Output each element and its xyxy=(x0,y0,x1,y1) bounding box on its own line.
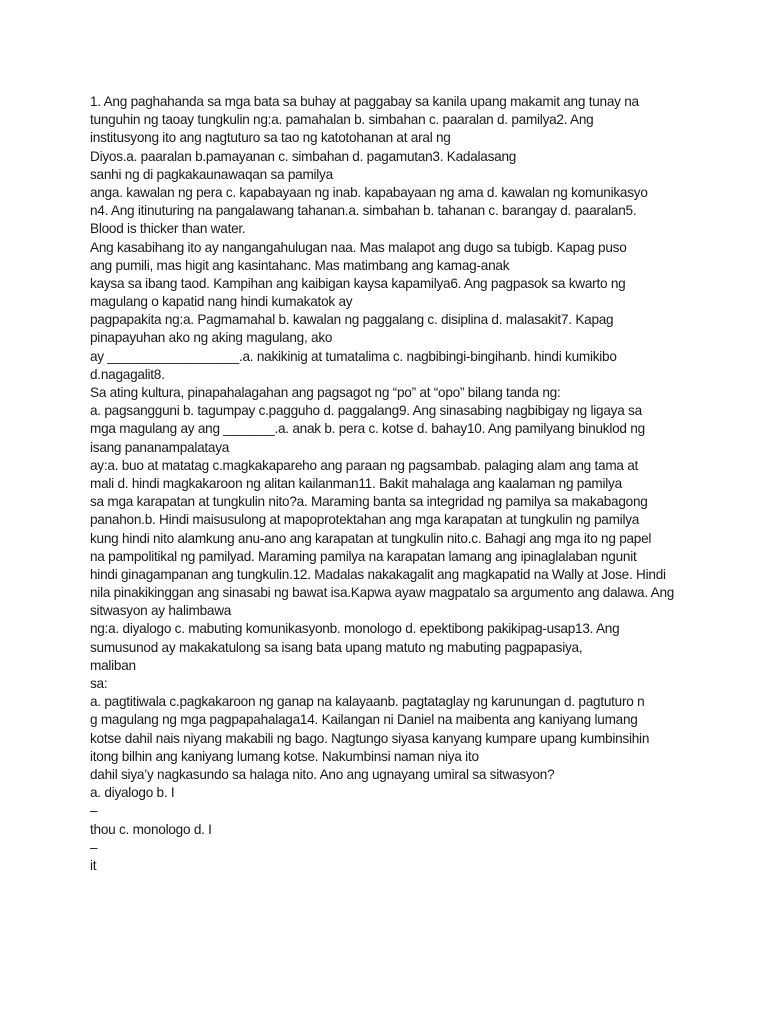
text-line: ang pumili, mas higit ang kasintahanc. Mas matimbang ang kamag-anak xyxy=(90,257,510,273)
text-line: pagpapakita ng:a. Pagmamahal b. kawalan ng paggalang c. disiplina d. malasakit7. Kapag xyxy=(90,312,614,328)
text-line: g magulang ng mga pagpapahalaga14. Kailangan ni Daniel na maibenta ang kaniyang lumang xyxy=(90,712,638,728)
text-line: kotse dahil nais niyang makabili ng bago. Nagtungo siyasa kanyang kumpare upang kumbinsihin xyxy=(90,730,650,746)
text-line: sumusunod ay makakatulong sa isang bata upang matuto ng mabuting pagpapasiya, xyxy=(90,639,583,655)
text-line: tunguhin ng taoay tungkulin ng:a. pamahalan b. simbahan c. paaralan d. pamilya2. Ang xyxy=(90,112,594,128)
text-line: pinapayuhan ako ng aking magulang, ako xyxy=(90,330,333,346)
text-line: a. pagsangguni b. tagumpay c.pagguho d. paggalang9. Ang sinasabing nagbibigay ng ligaya sa xyxy=(90,403,642,419)
text-line: sa mga karapatan at tungkulin nito?a. Maraming banta sa integridad ng pamilya sa makabagong xyxy=(90,494,648,510)
text-line: 1. Ang paghahanda sa mga bata sa buhay at paggabay sa kanila upang makamit ang tunay na xyxy=(90,94,639,109)
text-line: Diyos.a. paaralan b.pamayanan c. simbahan d. pagamutan3. Kadalasang xyxy=(90,148,517,164)
text-line: kaysa sa ibang taod. Kampihan ang kaibigan kaysa kapamilya6. Ang pagpasok sa kwarto ng xyxy=(90,275,626,291)
text-line: mali d. hindi magkakaroon ng alitan kailanman11. Bakit mahalaga ang kaalaman ng pamilya xyxy=(90,475,622,491)
text-line: a. pagtitiwala c.pagkakaroon ng ganap na kalayaanb. pagtataglay ng karunungan d. pagtuturo n xyxy=(90,694,645,710)
text-line: na pampolitikal ng pamilyad. Maraming pamilya na karapatan lamang ang ipinaglalaban ngunit xyxy=(90,548,637,564)
text-line: Ang kasabihang ito ay nangangahulugan naa. Mas malapot ang dugo sa tubigb. Kapag puso xyxy=(90,239,627,255)
text-line: maliban xyxy=(90,657,136,673)
text-line: dahil siya’y nagkasundo sa halaga nito. Ano ang ugnayang umiral sa sitwasyon? xyxy=(90,766,555,782)
text-line: Sa ating kultura, pinapahalagahan ang pagsagot ng “po” at “opo” bilang tanda ng: xyxy=(90,385,561,400)
text-line: institusyong ito ang nagtuturo sa tao ng katotohanan at aral ng xyxy=(90,130,451,146)
text-line: magulang o kapatid nang hindi kumakatok ay xyxy=(90,294,353,310)
text-line: anga. kawalan ng pera c. kapabayaan ng inab. kapabayaan ng ama d. kawalan ng komunikasyo xyxy=(90,184,648,200)
text-line: – xyxy=(90,803,98,819)
text-line: sa: xyxy=(90,676,108,691)
text-line: a. diyalogo b. I xyxy=(90,785,175,801)
text-line: itong bilhin ang kaniyang lumang kotse. Nakumbinsi naman niya ito xyxy=(90,748,479,764)
text-line: thou c. monologo d. I xyxy=(90,821,212,837)
text-line: d.nagagalit8. xyxy=(90,366,165,382)
document-body xyxy=(90,93,680,875)
text-line: n4. Ang itinuturing na pangalawang tahanan.a. simbahan b. tahanan c. barangay d. paaralan5. xyxy=(90,203,637,219)
text-line: sanhi ng di pagkakaunawaqan sa pamilya xyxy=(90,166,333,182)
text-line: ng:a. diyalogo c. mabuting komunikasyonb. monologo d. epektibong pakikipag-usap13. Ang xyxy=(90,621,620,637)
text-line: it xyxy=(90,857,97,873)
text-line: hindi ginagampanan ang tungkulin.12. Madalas nakakagalit ang magkapatid na Wally at Jose. Hindi xyxy=(90,566,666,582)
text-line: ay:a. buo at matatag c.magkakapareho ang paraan ng pagsambab. palaging alam ang tama at xyxy=(90,457,639,473)
text-line: ay __________________.a. nakikinig at tumatalima c. nagbibingi-bingihanb. hindi kumikibo xyxy=(90,348,617,364)
text-line: nila pinakikinggan ang sinasabi ng bawat isa.Kapwa ayaw magpatalo sa argumento ang dalawa. Ang xyxy=(90,585,675,601)
text-line: sitwasyon ay halimbawa xyxy=(90,603,232,619)
text-line: Blood is thicker than water. xyxy=(90,221,246,237)
text-line: isang pananampalataya xyxy=(90,439,230,455)
text-line: – xyxy=(90,839,98,855)
text-line: kung hindi nito alamkung anu-ano ang karapatan at tungkulin nito.c. Bahagi ang mga ito ng papel xyxy=(90,530,652,546)
text-line: mga magulang ay ang _______.a. anak b. pera c. kotse d. bahay10. Ang pamilyang binuklod ng xyxy=(90,421,645,437)
text-line: panahon.b. Hindi maisusulong at mapoprotektahan ang mga karapatan at tungkulin ng pamilya xyxy=(90,512,640,528)
